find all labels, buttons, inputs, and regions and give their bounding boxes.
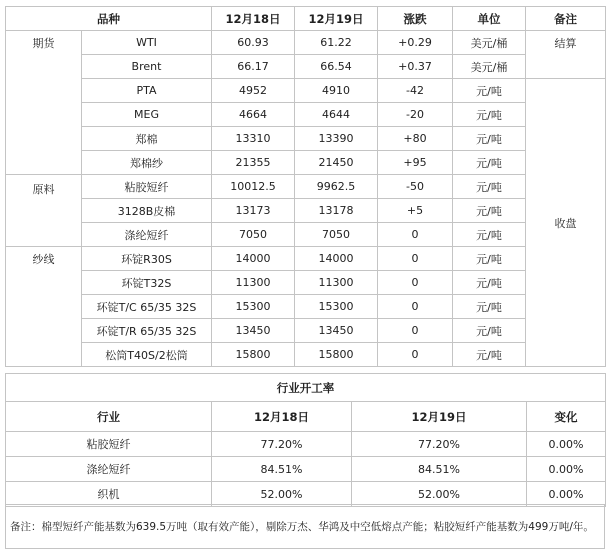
- price-dec18: 15800: [212, 343, 295, 367]
- price-dec19: 4910: [295, 79, 378, 103]
- table-row: [6, 223, 606, 247]
- industry-name: 粘胶短纤: [6, 432, 212, 457]
- table-row: [6, 457, 606, 482]
- item-name: 环锭T32S: [82, 271, 212, 295]
- rate-dec18: 77.20%: [212, 432, 352, 457]
- price-dec19: 13390: [295, 127, 378, 151]
- price-dec18: 11300: [212, 271, 295, 295]
- operating-rate-header: [6, 402, 606, 432]
- price-change: -50: [378, 175, 453, 199]
- rate-dec18: 52.00%: [212, 482, 352, 507]
- price-dec19: 15300: [295, 295, 378, 319]
- item-name: 松筒T40S/2松筒: [82, 343, 212, 367]
- price-unit: 美元/桶: [453, 55, 526, 79]
- price-unit: 元/吨: [453, 199, 526, 223]
- item-name: 环锭T/C 65/35 32S: [82, 295, 212, 319]
- item-name: 郑棉: [82, 127, 212, 151]
- header-unit: 单位: [453, 7, 526, 31]
- header-variety: 品种: [6, 7, 212, 31]
- price-dec19: 11300: [295, 271, 378, 295]
- table-row: [6, 343, 606, 367]
- price-dec19: 9962.5: [295, 175, 378, 199]
- header-remark: 备注: [526, 7, 606, 31]
- category-raw-material: 原料: [6, 175, 82, 247]
- header-change: 涨跌: [378, 7, 453, 31]
- price-table-header: [6, 7, 606, 31]
- price-dec18: 13310: [212, 127, 295, 151]
- header-dec18: 12月18日: [212, 402, 352, 432]
- price-dec19: 13450: [295, 319, 378, 343]
- price-unit: 元/吨: [453, 103, 526, 127]
- price-dec18: 60.93: [212, 31, 295, 55]
- item-name: WTI: [82, 31, 212, 55]
- item-name: 环锭R30S: [82, 247, 212, 271]
- price-change: 0: [378, 271, 453, 295]
- price-unit: 元/吨: [453, 295, 526, 319]
- header-industry: 行业: [6, 402, 212, 432]
- remark-close: 收盘: [526, 79, 606, 367]
- rate-change: 0.00%: [527, 432, 606, 457]
- price-change: -20: [378, 103, 453, 127]
- price-change: +95: [378, 151, 453, 175]
- price-dec18: 15300: [212, 295, 295, 319]
- header-dec19: 12月19日: [352, 402, 527, 432]
- remark-settlement: 结算: [526, 31, 606, 79]
- price-unit: 元/吨: [453, 175, 526, 199]
- table-row: [6, 175, 606, 199]
- table-row: [6, 103, 606, 127]
- table-row: [6, 31, 606, 55]
- price-change: +80: [378, 127, 453, 151]
- price-dec18: 4952: [212, 79, 295, 103]
- price-unit: 元/吨: [453, 79, 526, 103]
- rate-dec18: 84.51%: [212, 457, 352, 482]
- price-unit: 元/吨: [453, 151, 526, 175]
- price-dec18: 7050: [212, 223, 295, 247]
- table-row: [6, 55, 606, 79]
- table-row: [6, 271, 606, 295]
- price-dec19: 13178: [295, 199, 378, 223]
- price-change: +0.37: [378, 55, 453, 79]
- operating-rate-title-row: [6, 374, 606, 402]
- footnote: 备注：棉型短纤产能基数为639.5万吨（取有效产能），剔除万杰、华鸿及中空低熔点产能；粘胶短纤产能基数为499万吨/年。: [6, 505, 605, 549]
- price-unit: 元/吨: [453, 127, 526, 151]
- price-change: 0: [378, 343, 453, 367]
- price-change: 0: [378, 223, 453, 247]
- table-row: [6, 432, 606, 457]
- rate-change: 0.00%: [527, 482, 606, 507]
- header-dec19: 12月19日: [295, 7, 378, 31]
- price-dec19: 7050: [295, 223, 378, 247]
- price-unit: 元/吨: [453, 247, 526, 271]
- price-dec18: 4664: [212, 103, 295, 127]
- price-change: 0: [378, 247, 453, 271]
- table-row: [6, 482, 606, 507]
- table-row: [6, 79, 606, 103]
- price-dec18: 13450: [212, 319, 295, 343]
- price-table: [5, 6, 606, 367]
- price-change: +5: [378, 199, 453, 223]
- price-dec18: 10012.5: [212, 175, 295, 199]
- price-unit: 美元/桶: [453, 31, 526, 55]
- item-name: 郑棉纱: [82, 151, 212, 175]
- table-row: [6, 199, 606, 223]
- price-dec18: 66.17: [212, 55, 295, 79]
- price-change: 0: [378, 319, 453, 343]
- price-dec18: 13173: [212, 199, 295, 223]
- price-change: 0: [378, 295, 453, 319]
- industry-name: 涤纶短纤: [6, 457, 212, 482]
- footnote-table: [5, 504, 605, 549]
- operating-rate-table: [5, 373, 606, 507]
- price-dec19: 4644: [295, 103, 378, 127]
- table-row: [6, 319, 606, 343]
- price-dec19: 21450: [295, 151, 378, 175]
- price-change: +0.29: [378, 31, 453, 55]
- item-name: 涤纶短纤: [82, 223, 212, 247]
- table-row: [6, 127, 606, 151]
- price-unit: 元/吨: [453, 271, 526, 295]
- item-name: 环锭T/R 65/35 32S: [82, 319, 212, 343]
- price-unit: 元/吨: [453, 343, 526, 367]
- price-dec18: 21355: [212, 151, 295, 175]
- table-row: [6, 247, 606, 271]
- price-dec19: 66.54: [295, 55, 378, 79]
- price-dec19: 14000: [295, 247, 378, 271]
- header-change: 变化: [527, 402, 606, 432]
- category-futures: 期货: [6, 31, 82, 175]
- price-dec19: 61.22: [295, 31, 378, 55]
- table-row: [6, 295, 606, 319]
- rate-dec19: 52.00%: [352, 482, 527, 507]
- price-unit: 元/吨: [453, 319, 526, 343]
- rate-dec19: 84.51%: [352, 457, 527, 482]
- item-name: 3128B皮棉: [82, 199, 212, 223]
- table-row: [6, 151, 606, 175]
- category-yarn: 纱线: [6, 247, 82, 367]
- price-change: -42: [378, 79, 453, 103]
- item-name: Brent: [82, 55, 212, 79]
- item-name: 粘胶短纤: [82, 175, 212, 199]
- rate-change: 0.00%: [527, 457, 606, 482]
- item-name: MEG: [82, 103, 212, 127]
- price-dec18: 14000: [212, 247, 295, 271]
- price-unit: 元/吨: [453, 223, 526, 247]
- header-dec18: 12月18日: [212, 7, 295, 31]
- rate-dec19: 77.20%: [352, 432, 527, 457]
- item-name: PTA: [82, 79, 212, 103]
- operating-rate-title: 行业开工率: [6, 374, 606, 402]
- price-dec19: 15800: [295, 343, 378, 367]
- industry-name: 织机: [6, 482, 212, 507]
